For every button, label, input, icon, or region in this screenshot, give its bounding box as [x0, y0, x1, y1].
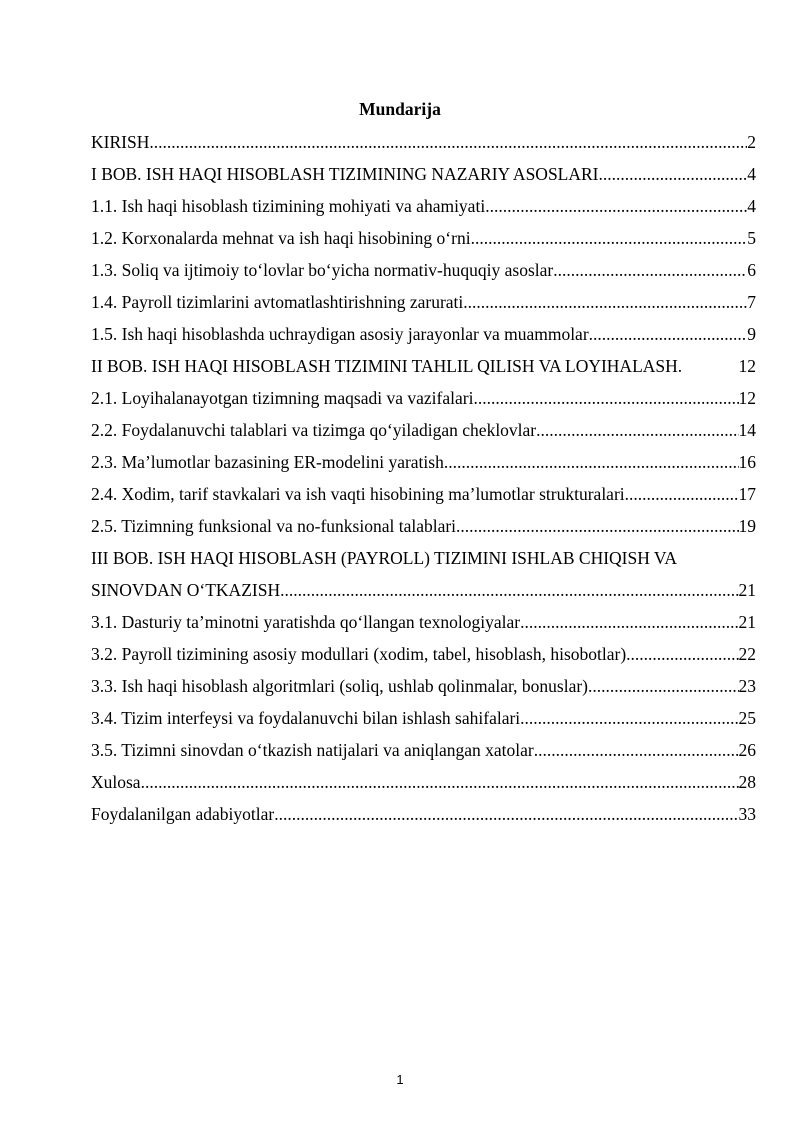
toc-entry-page: 2 [747, 132, 756, 152]
toc-entry-2-5[interactable] [91, 510, 756, 542]
dot-leader [444, 446, 739, 478]
toc-entry-page: 12 [738, 388, 756, 408]
toc-entry-1-3[interactable] [91, 254, 756, 286]
toc-entry-chapter-3-line1[interactable]: III BOB. ISH HAQI HISOBLASH (PAYROLL) TIZIMINI ISHLAB CHIQISH VA [91, 548, 677, 568]
toc-entry-chapter-1[interactable] [91, 158, 756, 190]
toc-entry-3-3[interactable] [91, 670, 756, 702]
dot-leader [625, 478, 739, 510]
toc-entry-label: 3.5. Tizimni sinovdan o‘tkazish natijalari va aniqlangan xatolar [91, 740, 534, 760]
toc-entry-2-1[interactable] [91, 382, 756, 414]
toc-entry-label: 1.3. Soliq va ijtimoiy to‘lovlar bo‘yicha normativ-huquqiy asoslar [91, 260, 554, 280]
toc-entry-label: 2.4. Xodim, tarif stavkalari va ish vaqti hisobining ma’lumotlar strukturalari [91, 484, 625, 504]
dot-leader [599, 158, 748, 190]
toc-entry-page: 9 [747, 324, 756, 344]
toc-entry-label: 2.5. Tizimning funksional va no-funksional talablari [91, 516, 457, 536]
toc-entry-label: 1.5. Ish haqi hisoblashda uchraydigan asosiy jarayonlar va muammolar [91, 324, 589, 344]
dot-leader [473, 382, 738, 414]
toc-entry-label: 2.1. Loyihalanayotgan tizimning maqsadi va vazifalari [91, 388, 474, 408]
toc-entry-label: I BOB. ISH HAQI HISOBLASH TIZIMINING NAZARIY ASOSLARI [91, 164, 599, 184]
toc-entry-3-2[interactable] [91, 638, 756, 670]
dot-leader [534, 734, 739, 766]
dot-leader [553, 254, 747, 286]
toc-entry-label: 1.4. Payroll tizimlarini avtomatlashtirishning zarurati [91, 292, 464, 312]
dot-leader [520, 606, 738, 638]
toc-entry-page: 17 [738, 484, 756, 504]
toc-entry-page: 6 [747, 260, 756, 280]
dot-leader [471, 222, 748, 254]
toc-entry-page: 33 [738, 804, 756, 824]
toc-entry-label: 3.3. Ish haqi hisoblash algoritmlari (soliq, ushlab qolinmalar, bonuslar) [91, 676, 588, 696]
dot-leader [626, 638, 738, 670]
toc-entry-1-5[interactable] [91, 318, 756, 350]
toc-entry-page: 5 [747, 228, 756, 248]
toc-entry-page: 19 [738, 516, 756, 536]
toc-entry-page: 4 [747, 196, 756, 216]
dot-leader [274, 798, 738, 830]
dot-leader [141, 766, 739, 798]
toc-entry-3-1[interactable] [91, 606, 756, 638]
toc-entry-chapter-3[interactable] [91, 574, 756, 606]
toc-entry-label: 1.1. Ish haqi hisoblash tizimining mohiyati va ahamiyati [91, 196, 486, 216]
table-of-contents [91, 126, 756, 830]
toc-entry-xulosa[interactable] [91, 766, 756, 798]
toc-entry-1-1[interactable] [91, 190, 756, 222]
dot-leader [280, 574, 738, 606]
toc-entry-page: 4 [747, 164, 756, 184]
toc-entry-label: 2.3. Ma’lumotlar bazasining ER-modelini yaratish [91, 452, 444, 472]
toc-entry-page: 7 [747, 292, 756, 312]
toc-entry-page: 25 [738, 708, 756, 728]
toc-entry-page: 28 [738, 772, 756, 792]
dot-leader [588, 670, 739, 702]
toc-entry-page: 22 [738, 644, 756, 664]
toc-entry-2-3[interactable] [91, 446, 756, 478]
toc-entry-label: 3.1. Dasturiy ta’minotni yaratishda qo‘llangan texnologiyalar [91, 612, 521, 632]
dot-leader [536, 414, 738, 446]
dot-leader [456, 510, 738, 542]
toc-entry-page: 21 [738, 580, 756, 600]
toc-entry-1-2[interactable] [91, 222, 756, 254]
toc-entry-label: 3.4. Tizim interfeysi va foydalanuvchi bilan ishlash sahifalari [91, 708, 521, 728]
toc-entry-kirish[interactable] [91, 126, 756, 158]
toc-entry-label: KIRISH [91, 132, 150, 152]
toc-entry-chapter-2[interactable] [91, 350, 756, 382]
dot-leader [520, 702, 738, 734]
toc-entry-3-5[interactable] [91, 734, 756, 766]
toc-entry-label: Foydalanilgan adabiyotlar [91, 804, 275, 824]
toc-entry-label: 1.2. Korxonalarda mehnat va ish haqi hisobining o‘rni [91, 228, 471, 248]
toc-entry-1-4[interactable] [91, 286, 756, 318]
toc-entry-label: Xulosa [91, 772, 141, 792]
toc-entry-label: 3.2. Payroll tizimining asosiy modullari (xodim, tabel, hisoblash, hisobotlar) [91, 644, 627, 664]
toc-entry-label: 2.2. Foydalanuvchi talablari va tizimga qo‘yiladigan cheklovlar [91, 420, 537, 440]
toc-entry-page: 16 [738, 452, 756, 472]
toc-entry-2-4[interactable] [91, 478, 756, 510]
toc-entry-page: 21 [738, 612, 756, 632]
toc-entry-3-4[interactable] [91, 702, 756, 734]
toc-entry-page: 12 [738, 356, 756, 376]
dot-leader [485, 190, 747, 222]
toc-entry-label: SINOVDAN O‘TKAZISH [91, 580, 281, 600]
toc-entry-page: 14 [738, 420, 756, 440]
dot-leader [589, 318, 748, 350]
page-number: 1 [396, 1072, 404, 1087]
toc-entry-adabiyotlar[interactable] [91, 798, 756, 830]
toc-entry-page: 26 [738, 740, 756, 760]
toc-entry-2-2[interactable] [91, 414, 756, 446]
toc-entry-page: 23 [738, 676, 756, 696]
toc-entry-label: II BOB. ISH HAQI HISOBLASH TIZIMINI TAHLIL QILISH VA LOYIHALASH. [91, 356, 683, 376]
dot-leader [463, 286, 747, 318]
toc-title: Mundarija [359, 99, 441, 119]
dot-leader [149, 126, 747, 158]
